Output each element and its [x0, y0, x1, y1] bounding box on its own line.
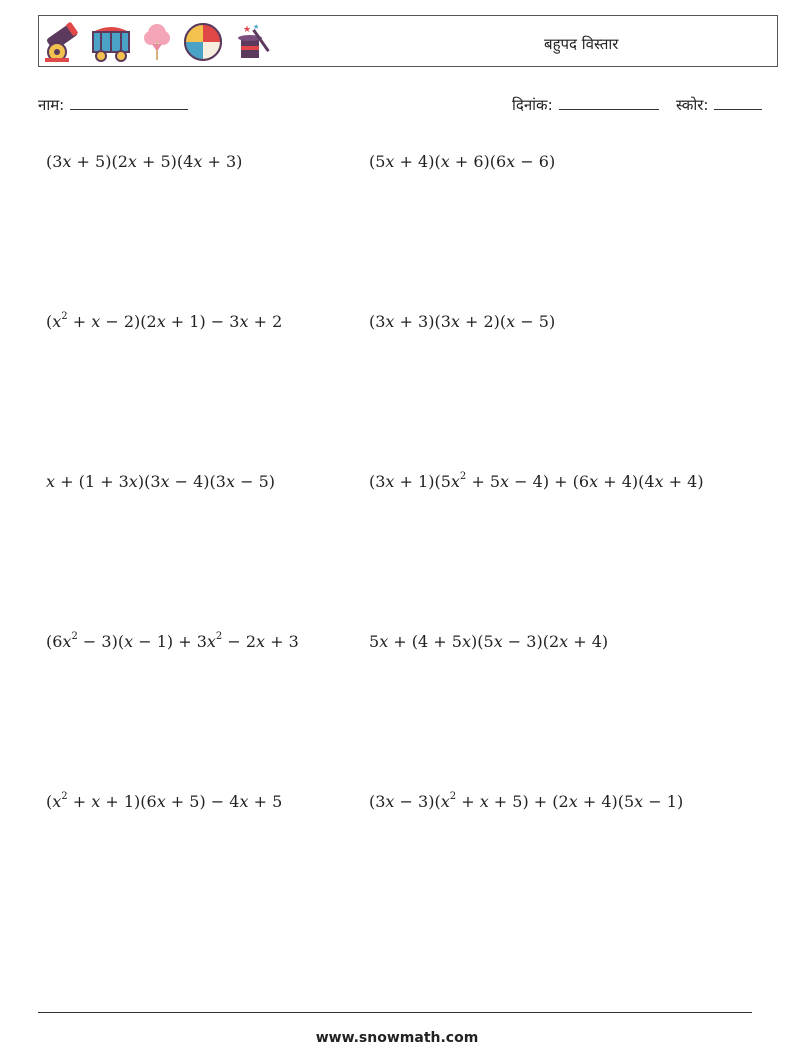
footer-divider — [38, 1012, 752, 1013]
magic-hat-icon — [231, 20, 275, 64]
problem-2: (5x + 4)(x + 6)(6x − 6) — [369, 152, 556, 171]
name-field[interactable] — [38, 95, 188, 115]
problem-5: x + (1 + 3x)(3x − 4)(3x − 5) — [46, 472, 275, 491]
beach-ball-icon — [181, 20, 225, 64]
problem-9: $(x^2 + x + 1)(6x + 5) - 4x + 5$ — [46, 791, 283, 811]
icon-strip — [43, 20, 275, 64]
cannon-icon — [43, 20, 83, 64]
problem-3: $(x^2 + x - 2)(2x + 1) - 3x + 2$ — [46, 311, 283, 331]
header-box — [38, 15, 778, 67]
name-label: नाम: — [38, 96, 65, 114]
date-blank[interactable] — [559, 95, 659, 110]
circus-wagon-icon — [89, 20, 133, 64]
problem-7: $(6x^2 - 3)(x - 1) + 3x^2 - 2x + 3$ — [46, 631, 299, 651]
footer-url[interactable]: www.snowmath.com — [315, 1030, 479, 1046]
score-label: स्कोर: — [676, 96, 709, 114]
score-field[interactable] — [676, 95, 762, 115]
name-blank[interactable] — [70, 95, 188, 110]
worksheet-title: बहुपद विस्तार — [544, 35, 619, 53]
problem-4: (3x + 3)(3x + 2)(x − 5) — [369, 312, 556, 331]
problem-10: $(3x - 3)(x^2 + x + 5) + (2x + 4)(5x - 1)$ — [369, 791, 684, 811]
date-label: दिनांक: — [512, 96, 553, 114]
problem-8: 5x + (4 + 5x)(5x − 3)(2x + 4) — [369, 632, 609, 651]
score-blank[interactable] — [714, 95, 762, 110]
svg-text:★: ★ — [243, 25, 252, 35]
cotton-candy-icon — [139, 20, 175, 64]
problem-6: $(3x + 1)(5x^2 + 5x - 4) + (6x + 4)(4x + 4)$ — [369, 471, 704, 491]
date-field[interactable] — [512, 95, 659, 115]
problem-1: (3x + 5)(2x + 5)(4x + 3) — [46, 152, 243, 171]
svg-text:★: ★ — [253, 23, 260, 31]
